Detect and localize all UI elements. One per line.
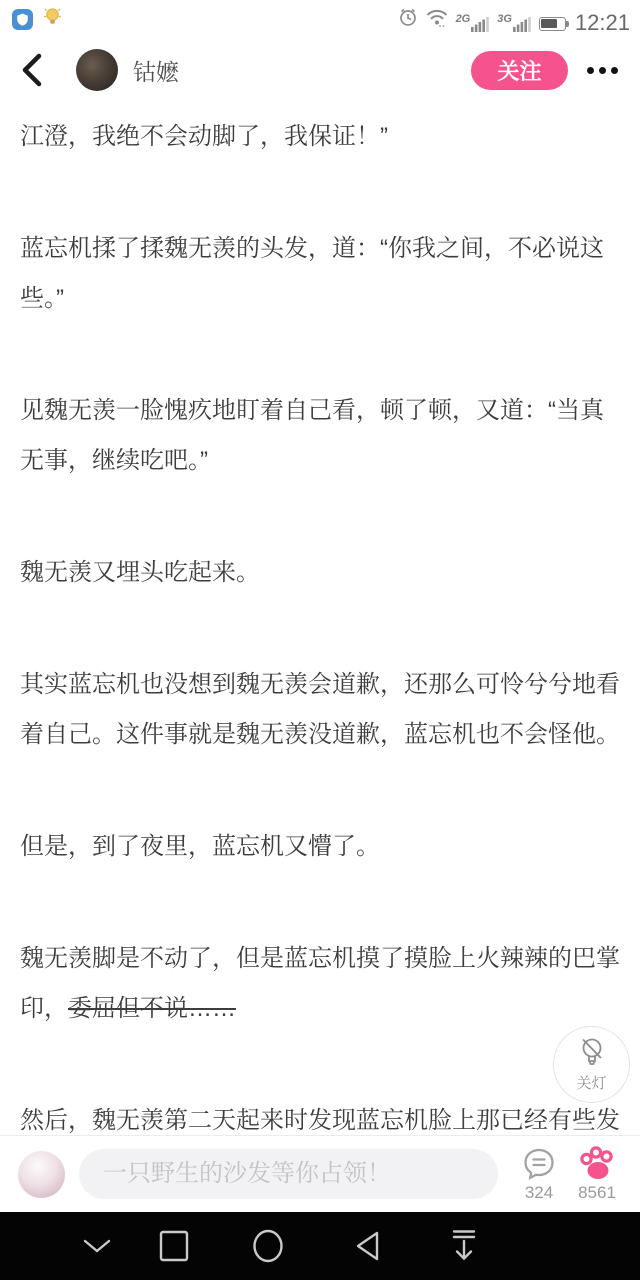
comment-count: 324: [524, 1182, 554, 1202]
story-text: 但是，到了夜里，蓝忘机又懵了。: [20, 833, 380, 860]
status-left-icons: [12, 6, 63, 33]
author-username[interactable]: 钴嬷: [133, 58, 179, 85]
pulldown-button[interactable]: [436, 1212, 492, 1280]
story-paragraph: [20, 934, 620, 1034]
like-paw-button[interactable]: [568, 1146, 626, 1203]
follow-button[interactable]: 关注: [471, 51, 568, 90]
wifi-icon: [425, 8, 449, 32]
status-right-icons: [398, 7, 630, 35]
story-paragraph: [20, 386, 620, 486]
header: [0, 36, 640, 104]
hide-navbar-button[interactable]: [69, 1212, 125, 1280]
back-button[interactable]: [20, 52, 50, 88]
more-options-button[interactable]: [585, 59, 620, 82]
signal-3g: [497, 12, 532, 32]
story-paragraph: [20, 822, 620, 872]
android-back-button[interactable]: [339, 1212, 395, 1280]
recents-button[interactable]: [146, 1212, 202, 1280]
light-toggle-label: 关灯: [576, 1074, 607, 1092]
story-text: 见魏无羡一脸愧疚地盯着自己看，顿了顿，又道：“当真无事，继续吃吧。”: [20, 397, 604, 474]
shield-app-icon: [12, 9, 33, 30]
like-count: 8561: [578, 1182, 616, 1202]
story-text: 江澄，我绝不会动脚了，我保证！”: [20, 123, 388, 150]
comment-bubble-icon: [521, 1146, 557, 1182]
signal-2g: [455, 12, 491, 32]
status-bar: [0, 0, 640, 36]
strikethrough-text: 委屈但不说……: [68, 995, 236, 1022]
story-text: 魏无羡又埋头吃起来。: [20, 559, 260, 586]
status-time: 12:21: [574, 9, 630, 35]
back-chevron-icon: [20, 53, 44, 87]
story-text: 其实蓝忘机也没想到魏无羡会道歉，还那么可怜兮兮地看着自己。这件事就是魏无羡没道歉，蓝忘机也不会怪他。: [20, 671, 620, 748]
story-paragraph: [20, 548, 620, 598]
story-paragraph: [20, 660, 620, 760]
battery-icon: [539, 17, 566, 31]
square-icon: [159, 1230, 189, 1262]
story-text: 魏无羡脚是不动了，但是蓝忘机摸了摸脸上火辣辣的巴掌印，: [20, 945, 620, 1022]
story-content: [0, 104, 640, 1146]
navigation-bar: [0, 1212, 640, 1280]
paw-icon: [578, 1146, 616, 1182]
triangle-left-icon: [353, 1230, 381, 1262]
story-text: 然后，魏无羡第二天起来时发现蓝忘机脸上那已经有些发: [20, 1107, 620, 1134]
comment-bar: [0, 1135, 640, 1212]
comments-button[interactable]: [510, 1146, 568, 1203]
double-line-arrow-down-icon: [449, 1229, 479, 1263]
my-avatar[interactable]: [18, 1151, 65, 1198]
home-button[interactable]: [240, 1212, 296, 1280]
net-3g-label: 3G: [497, 12, 512, 25]
lightbulb-off-icon: [577, 1037, 607, 1071]
author-avatar[interactable]: [76, 49, 118, 91]
circle-icon: [251, 1229, 285, 1263]
alarm-icon: [398, 7, 418, 32]
chevron-down-icon: [81, 1237, 113, 1255]
comment-input[interactable]: [79, 1149, 498, 1199]
story-paragraph: [20, 112, 620, 162]
lightbulb-notification-icon: [42, 6, 63, 33]
light-toggle-button[interactable]: [553, 1026, 630, 1103]
story-paragraph: [20, 224, 620, 324]
net-2g-label: 2G: [455, 12, 471, 25]
story-text: 蓝忘机揉了揉魏无羡的头发，道：“你我之间，不必说这些。”: [20, 235, 604, 312]
